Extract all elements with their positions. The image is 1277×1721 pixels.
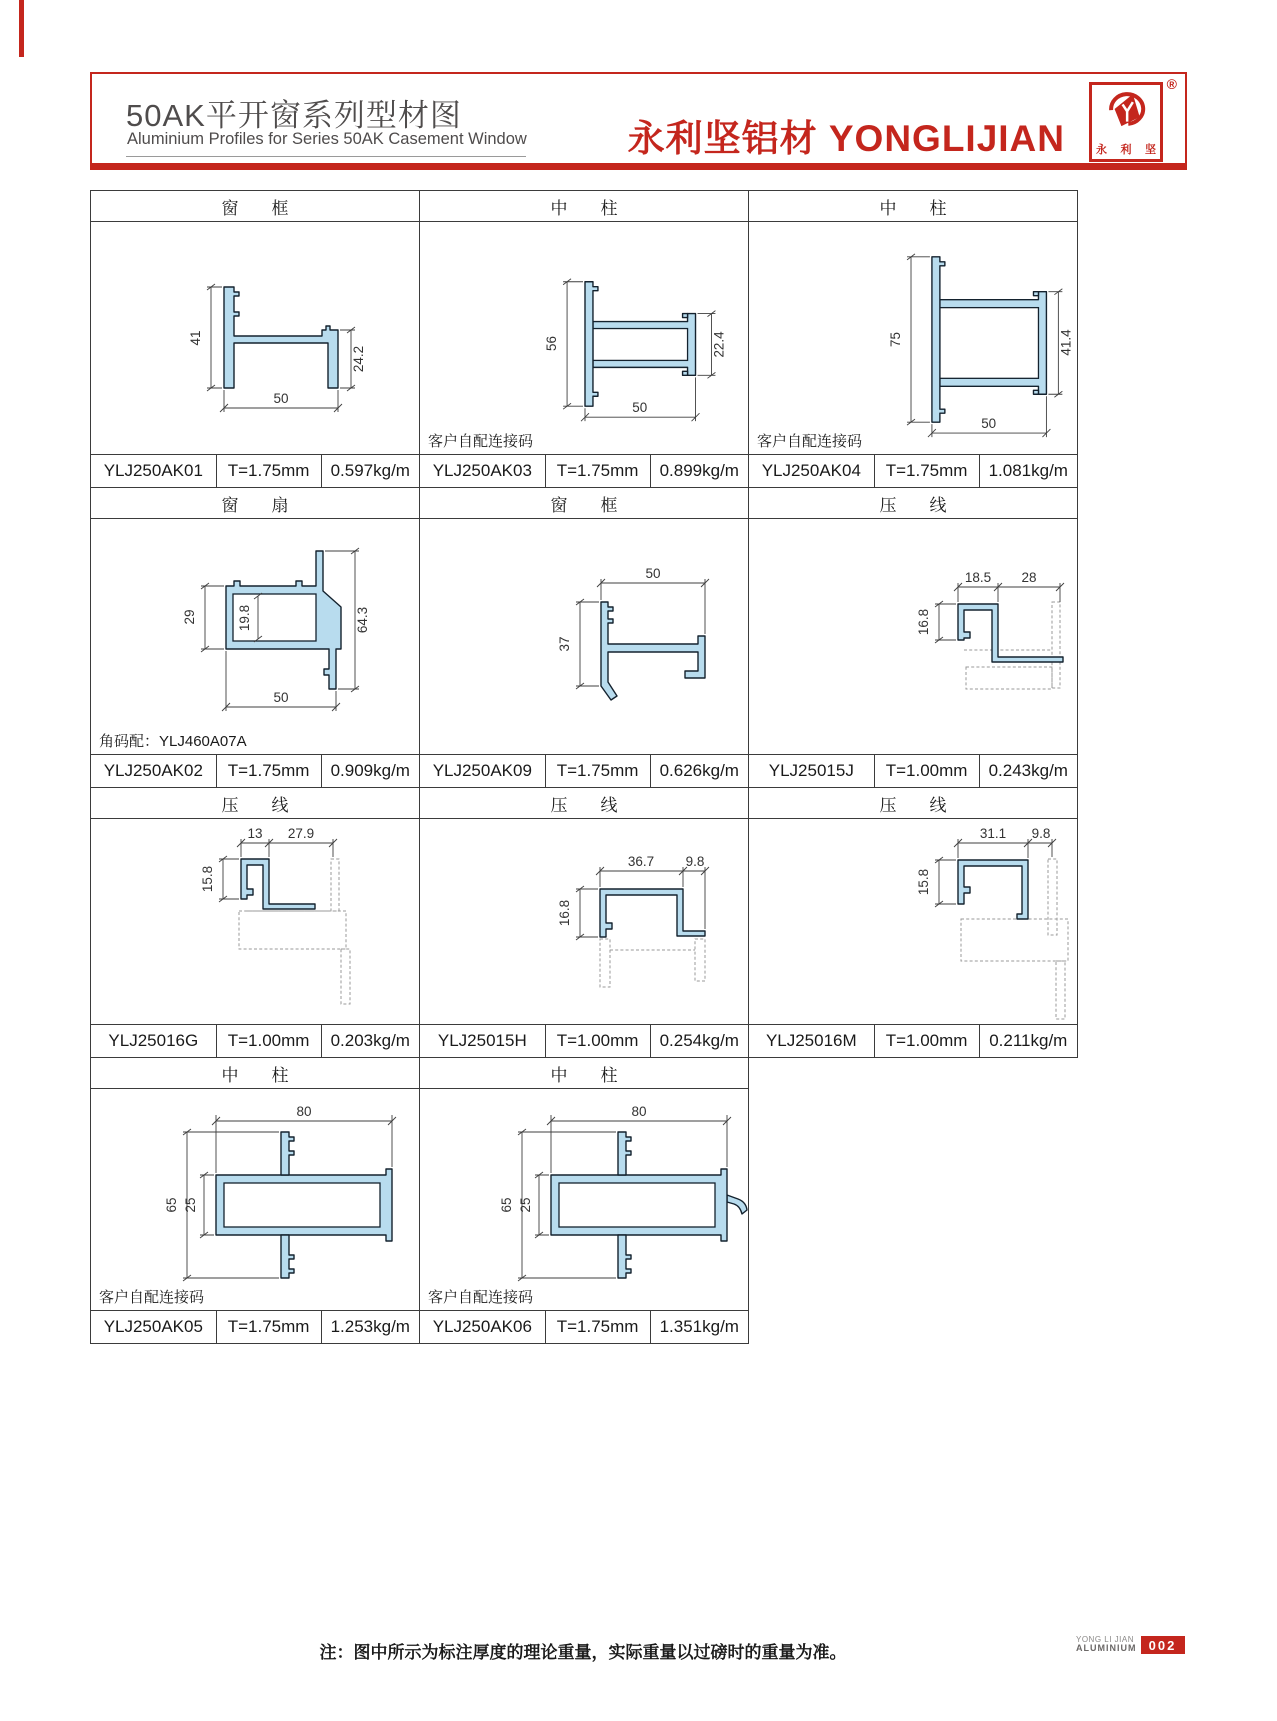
profile-drawing-area (420, 222, 748, 454)
dim-width: 50 (981, 416, 997, 432)
profile-weight: 0.243kg/m (979, 755, 1077, 787)
profile-model: YLJ250AK03 (432, 461, 532, 480)
profile-model: YLJ250AK04 (761, 461, 861, 480)
profile-model: YLJ250AK02 (103, 761, 203, 780)
dim-height: 16.8 (916, 608, 931, 636)
dim-height: 75 (888, 332, 904, 347)
profile-drawing (420, 519, 748, 754)
profile-cell-ylj250ak05 (90, 1057, 420, 1344)
profile-drawing (91, 222, 419, 454)
dim-right: 22.4 (711, 331, 727, 358)
corner-red-tick (19, 0, 24, 57)
profile-type-title: 窗 扇 (91, 488, 419, 519)
profile-thickness: T=1.75mm (545, 455, 650, 487)
profile-thickness: T=1.75mm (216, 755, 321, 787)
profile-drawing-area (749, 222, 1077, 454)
profile-drawing (749, 819, 1077, 1024)
profile-caption (91, 754, 419, 787)
profile-note: 客户自配连接码 (428, 433, 534, 450)
dim-w1: 18.5 (964, 570, 992, 585)
profile-caption (91, 1310, 419, 1343)
dim-width: 50 (273, 391, 289, 406)
dim-height: 41 (188, 330, 203, 346)
profile-note: 客户自配连接码 (757, 433, 863, 450)
profile-cell-ylj250ak04 (748, 190, 1078, 488)
profile-thickness: T=1.00mm (216, 1025, 321, 1057)
profile-type-title: 窗 框 (91, 191, 419, 222)
dim-w1: 13 (247, 826, 263, 841)
logo-char: 利 (1120, 144, 1132, 156)
profile-drawing (91, 519, 419, 754)
dim-height: 37 (557, 636, 572, 652)
profile-thickness: T=1.00mm (545, 1025, 650, 1057)
dim-w1: 36.7 (627, 854, 655, 869)
profile-weight: 1.351kg/m (650, 1311, 748, 1343)
profile-thickness: T=1.00mm (874, 1025, 979, 1057)
profile-thickness: T=1.75mm (874, 455, 979, 487)
dim-inner: 25 (518, 1197, 533, 1213)
footer-brand (1076, 1636, 1185, 1654)
profile-type-title: 中 柱 (420, 191, 748, 222)
profile-drawing (420, 819, 748, 1024)
logo-char: 坚 (1145, 144, 1156, 156)
profile-note: 客户自配连接码 (99, 1289, 205, 1306)
title-underline (126, 156, 526, 157)
profile-type-title: 中 柱 (91, 1058, 419, 1089)
profile-drawing-area (420, 819, 748, 1024)
brand-en: YONGLIJIAN (828, 118, 1065, 159)
dim-right: 24.2 (351, 345, 366, 373)
profile-type-title: 压 线 (749, 488, 1077, 519)
registered-trademark-icon: ® (1166, 76, 1177, 92)
profile-drawing (749, 519, 1077, 754)
dim-width: 50 (645, 566, 661, 581)
profile-model: YLJ25016M (765, 1031, 857, 1050)
profile-thickness: T=1.75mm (216, 1311, 321, 1343)
profile-type-title: 窗 框 (420, 488, 748, 519)
profile-caption (420, 754, 748, 787)
profile-drawing (91, 1089, 419, 1310)
profile-caption (91, 1024, 419, 1057)
profile-model: YLJ250AK01 (103, 461, 203, 480)
profile-drawing-area (91, 1089, 419, 1310)
profile-cell-ylj250ak09 (419, 487, 749, 788)
profile-note: 角码配：YLJ460A07A (99, 733, 247, 750)
profile-cell-ylj25015h (419, 787, 749, 1058)
profile-thickness: T=1.00mm (874, 755, 979, 787)
logo-characters (1096, 141, 1156, 157)
profile-weight: 0.597kg/m (321, 455, 419, 487)
profile-drawing-area (91, 819, 419, 1024)
profile-drawing (749, 222, 1077, 454)
profile-caption (420, 1024, 748, 1057)
dim-width: 50 (632, 400, 648, 416)
dim-height: 65 (164, 1197, 179, 1213)
dim-width: 50 (273, 690, 289, 705)
footer-brand-text (1076, 1636, 1137, 1654)
brand-logo-icon (1096, 85, 1156, 133)
dim-height: 29 (182, 609, 197, 625)
profile-weight: 0.254kg/m (650, 1025, 748, 1057)
page-title-cn: 50AK平开窗系列型材图 (126, 98, 462, 133)
profile-caption (91, 454, 419, 487)
profile-thickness: T=1.75mm (545, 755, 650, 787)
profile-cell-ylj250ak01 (90, 190, 420, 488)
profile-model: YLJ25015J (768, 761, 854, 780)
profile-caption (420, 1310, 748, 1343)
dim-inner: 19.8 (237, 604, 252, 632)
profile-weight: 1.253kg/m (321, 1311, 419, 1343)
profile-weight: 0.211kg/m (979, 1025, 1077, 1057)
profile-weight: 1.081kg/m (979, 455, 1077, 487)
profile-drawing-area (91, 519, 419, 754)
profile-type-title: 压 线 (749, 788, 1077, 819)
dim-width: 80 (631, 1104, 647, 1119)
footer-brand-line1: YONG LI JIAN (1076, 1635, 1135, 1645)
profile-cell-ylj250ak03 (419, 190, 749, 488)
dim-w2: 9.8 (685, 854, 705, 869)
profile-cell-ylj25016m (748, 787, 1078, 1058)
dim-height: 56 (544, 335, 560, 351)
profile-weight: 0.899kg/m (650, 455, 748, 487)
profile-type-title: 中 柱 (749, 191, 1077, 222)
header (90, 72, 1187, 170)
logo-char: 永 (1096, 144, 1107, 156)
profile-model: YLJ25015H (437, 1031, 527, 1050)
page-number-badge: 002 (1141, 1636, 1185, 1654)
profile-cell-ylj25016g (90, 787, 420, 1058)
dim-width: 80 (296, 1104, 312, 1119)
profile-thickness: T=1.75mm (545, 1311, 650, 1343)
profile-cell-ylj250ak02 (90, 487, 420, 788)
dim-right: 64.3 (355, 606, 370, 634)
profile-model: YLJ25016G (108, 1031, 199, 1050)
profile-note: 客户自配连接码 (428, 1289, 534, 1306)
dim-w2: 9.8 (1031, 826, 1051, 841)
brand-wordmark (628, 108, 1065, 162)
dim-w1: 31.1 (979, 826, 1007, 841)
profile-model: YLJ250AK06 (432, 1317, 532, 1336)
profile-thickness: T=1.75mm (216, 455, 321, 487)
dim-height: 65 (499, 1197, 514, 1213)
footer-brand-line2: ALUMINIUM (1076, 1643, 1137, 1654)
dim-height: 15.8 (916, 868, 931, 896)
profile-drawing-area (420, 1089, 748, 1310)
dim-w2: 27.9 (287, 826, 315, 841)
profile-drawing (420, 1089, 748, 1310)
profile-type-title: 中 柱 (420, 1058, 748, 1089)
profile-drawing (420, 222, 748, 454)
profile-cell-ylj250ak06 (419, 1057, 749, 1344)
profile-model: YLJ250AK09 (432, 761, 532, 780)
profile-weight: 0.203kg/m (321, 1025, 419, 1057)
profile-caption (749, 1024, 1077, 1057)
dim-w2: 28 (1021, 570, 1037, 585)
profile-cell-ylj25015j (748, 487, 1078, 788)
profile-drawing-area (749, 519, 1077, 754)
profile-drawing-area (91, 222, 419, 454)
profile-type-title: 压 线 (91, 788, 419, 819)
profile-model: YLJ250AK05 (103, 1317, 203, 1336)
profile-drawing-area (749, 819, 1077, 1024)
brand-cn: 永利坚铝材 (627, 118, 818, 159)
brand-logo (1089, 82, 1163, 162)
profile-weight: 0.626kg/m (650, 755, 748, 787)
profile-drawing-area (420, 519, 748, 754)
profile-weight: 0.909kg/m (321, 755, 419, 787)
profile-caption (420, 454, 748, 487)
dim-right: 41.4 (1058, 329, 1074, 356)
profile-drawing (91, 819, 419, 1024)
profile-caption (749, 754, 1077, 787)
profile-caption (749, 454, 1077, 487)
dim-height: 15.8 (200, 865, 215, 893)
page-title-en: Aluminium Profiles for Series 50AK Casement Window (127, 130, 527, 148)
profile-type-title: 压 线 (420, 788, 748, 819)
dim-height: 16.8 (557, 899, 572, 927)
dim-inner: 25 (183, 1197, 198, 1213)
footer-note: 注：图中所示为标注厚度的理论重量，实际重量以过磅时的重量为准。 (319, 1643, 847, 1662)
